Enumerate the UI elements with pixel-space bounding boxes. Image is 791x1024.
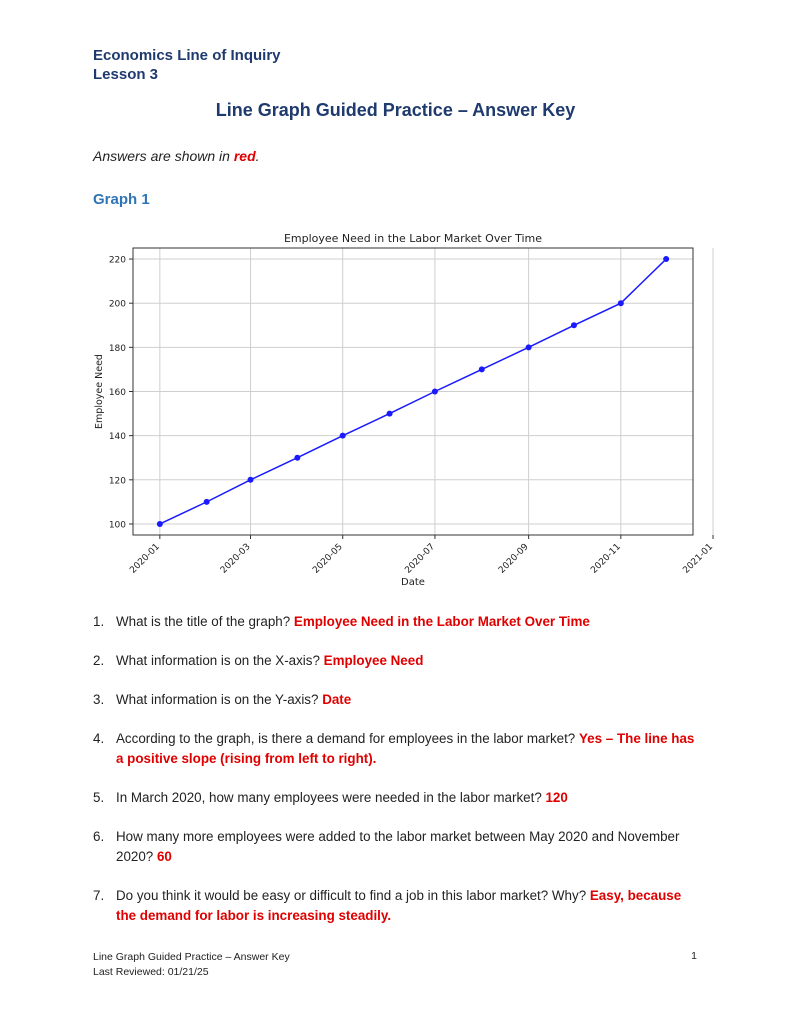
line-chart (90, 228, 716, 598)
page-title: Line Graph Guided Practice – Answer Key (215, 100, 576, 120)
answer-text: 120 (545, 790, 568, 805)
header-course: Economics Line of Inquiry (93, 47, 281, 64)
question-number: 4. (93, 731, 105, 746)
x-tick-label: 2020-09 (497, 542, 531, 576)
y-tick-label: 180 (108, 343, 126, 354)
answer-text: Employee Need (323, 653, 424, 668)
question-number: 3. (93, 692, 105, 707)
question-number: 5. (93, 790, 105, 805)
question-number: 7. (93, 888, 105, 903)
question-text: What is the title of the graph? (116, 614, 294, 629)
question-text: According to the graph, is there a demand for employees in the labor market? (116, 731, 579, 746)
data-point (248, 477, 254, 483)
footer-reviewed: Last Reviewed: 01/21/25 (93, 966, 209, 978)
data-point (294, 455, 300, 461)
intro-suffix: . (255, 148, 260, 164)
question-number: 1. (93, 614, 105, 629)
intro-prefix: Answers are shown in (93, 148, 234, 164)
header-lesson: Lesson 3 (93, 66, 159, 83)
data-point (571, 322, 577, 328)
data-point (479, 366, 485, 372)
x-tick-label: 2020-01 (128, 542, 162, 576)
data-point (663, 256, 669, 262)
data-point (204, 499, 210, 505)
chart-title: Employee Need in the Labor Market Over Time (283, 232, 543, 245)
intro-highlight: red (233, 148, 256, 164)
data-point (387, 411, 393, 417)
question-number: 2. (93, 653, 105, 668)
question-item (93, 886, 703, 926)
y-tick-label: 160 (108, 388, 126, 398)
x-axis-label: Date (401, 577, 425, 588)
page-number: 1 (691, 950, 697, 962)
graph-heading: Graph 1 (93, 191, 150, 208)
question-item (93, 612, 703, 632)
question-text: In March 2020, how many employees were needed in the labor market? (116, 790, 546, 805)
y-axis-label: Employee Need (94, 354, 105, 429)
x-tick-label: 2020-07 (403, 542, 438, 576)
answer-text: Yes – The line has a positive slope (rising from left to right). (116, 731, 695, 766)
document-header (93, 46, 281, 84)
footer-title: Line Graph Guided Practice – Answer Key (93, 951, 290, 963)
x-tick-label: 2021-01 (681, 542, 716, 576)
y-tick-label: 200 (108, 299, 126, 310)
y-tick-label: 120 (108, 476, 126, 487)
page-footer (93, 950, 290, 980)
data-point (340, 433, 346, 439)
question-text: Do you think it would be easy or difficult to find a job in this labor market? Why? (116, 888, 590, 903)
question-item (93, 729, 703, 769)
x-tick-label: 2020-11 (589, 542, 623, 576)
question-item (93, 690, 703, 710)
y-tick-label: 100 (108, 520, 126, 531)
answer-text: Date (322, 692, 352, 707)
y-tick-label: 140 (108, 432, 126, 443)
question-text: What information is on the X-axis? (116, 653, 324, 668)
question-item (93, 788, 703, 808)
question-text: How many more employees were added to the labor market between May 2020 and November 2020? (116, 829, 680, 864)
y-tick-label: 220 (108, 255, 126, 266)
answer-text: Employee Need in the Labor Market Over Time (293, 614, 590, 629)
data-point (618, 300, 624, 306)
x-tick-label: 2020-05 (311, 542, 345, 576)
question-text: What information is on the Y-axis? (116, 692, 323, 707)
data-point (526, 344, 532, 350)
question-item (93, 651, 703, 671)
answer-text: 60 (156, 849, 172, 864)
x-tick-label: 2020-03 (218, 542, 253, 576)
intro-text (93, 148, 260, 164)
data-point (432, 389, 438, 395)
answer-text: Easy, because the demand for labor is increasing steadily. (116, 888, 682, 923)
question-number: 6. (93, 829, 105, 844)
data-point (157, 521, 163, 527)
question-list (93, 612, 703, 945)
question-item (93, 827, 703, 867)
